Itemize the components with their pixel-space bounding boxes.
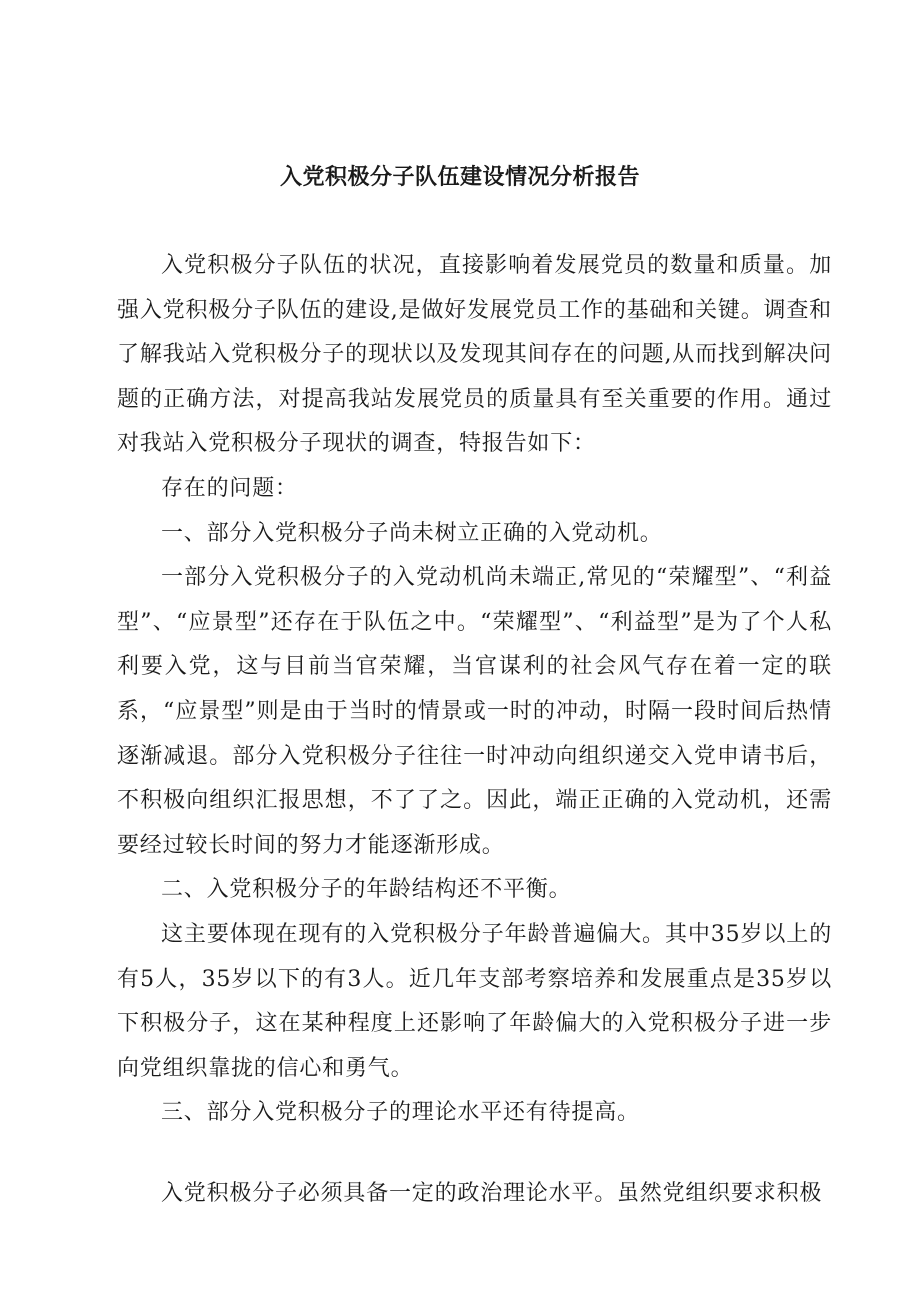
document-title: 入党积极分子队伍建设情况分析报告: [279, 165, 640, 190]
paragraph-section-1: 一部分入党积极分子的入党动机尚未端正,常见的“荣耀型”、“利益型”、“应景型”还存在于队伍之中。“荣耀型”、“利益型”是为了个人私利要入党，这与目前当官荣耀，当官谋利的社会风气存在着一定的联系，“应景型”则是由于当时的情景或一时的冲动，时隔一段时间后热情逐渐减退。部分入党积极分子往往一时冲动向组织递交入党申请书后，不积极向组织汇报思想，不了了之。因此，端正正确的入党动机，还需要经过较长时间的努力才能逐渐形成。: [117, 565, 832, 858]
document-body: [117, 244, 832, 1216]
paragraph-intro: 入党积极分子队伍的状况，直接影响着发展党员的数量和质量。加强入党积极分子队伍的建设,是做好发展党员工作的基础和关键。调查和了解我站入党积极分子的现状以及发现其间存在的问题,从而找到解决问题的正确方法，对提高我站发展党员的质量具有至关重要的作用。通过对我站入党积极分子现状的调查，特报告如下：: [117, 253, 832, 457]
paragraph-issues-heading: 存在的问题：: [161, 475, 298, 501]
section-heading-2: 二、入党积极分子的年龄结构还不平衡。: [161, 877, 572, 903]
paragraph-section-3: 入党积极分子必须具备一定的政治理论水平。虽然党组织要求积极: [161, 1180, 823, 1206]
section-heading-3: 三、部分入党积极分子的理论水平还有待提高。: [161, 1100, 640, 1126]
section-heading-1: 一、部分入党积极分子尚未树立正确的入党动机。: [161, 520, 663, 546]
paragraph-section-2: 这主要体现在现有的入党积极分子年龄普遍偏大。其中35岁以上的有5人，35岁以下的有3人。近几年支部考察培养和发展重点是35岁以下积极分子，这在某种程度上还影响了年龄偏大的入党积极分子进一步向党组织靠拢的信心和勇气。: [117, 921, 832, 1081]
